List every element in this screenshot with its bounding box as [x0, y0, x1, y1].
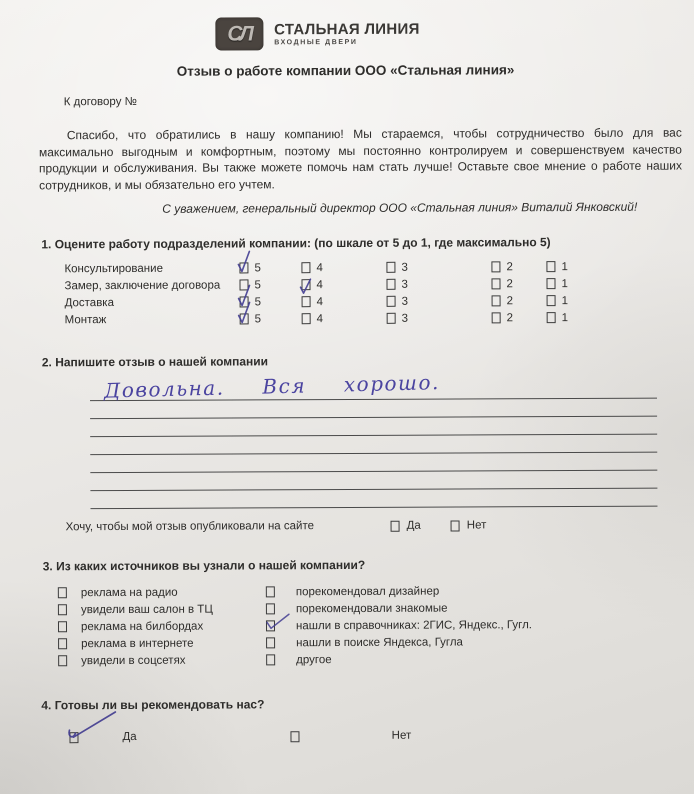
source-other-checkbox[interactable]	[266, 654, 275, 665]
logo-text	[274, 21, 420, 46]
checkbox-delivery-2[interactable]	[492, 295, 501, 306]
checkbox-consulting-1[interactable]	[546, 261, 555, 272]
scale-number: 4	[316, 278, 323, 291]
checkbox-consulting-3[interactable]	[386, 262, 395, 273]
rating-row-label: Монтаж	[64, 313, 107, 326]
checkbox-consulting-4[interactable]	[301, 262, 310, 273]
logo-monogram: СЛ	[227, 21, 251, 46]
recommend-yes-label: Да	[122, 730, 137, 743]
scale-number: 1	[561, 277, 568, 290]
source-social-media-checkbox[interactable]	[58, 655, 67, 666]
form-title: Отзыв о работе компании ООО «Стальная линия»	[176, 62, 515, 79]
source-option-label: другое	[296, 653, 332, 666]
scale-number: 5	[254, 278, 261, 291]
source-option-label: реклама в интернете	[81, 637, 194, 650]
source-internet-ads-checkbox[interactable]	[58, 638, 67, 649]
source-option-label: порекомендовал дизайнер	[295, 585, 440, 598]
checkbox-delivery-1[interactable]	[547, 295, 556, 306]
source-option-label: реклама на билбордах	[80, 620, 204, 633]
checkbox-consulting-5[interactable]	[239, 262, 248, 273]
scale-number: 3	[401, 278, 408, 291]
contract-number-label: К договору №	[63, 95, 138, 109]
section4-heading: 4. Готовы ли вы рекомендовать нас?	[41, 697, 265, 713]
source-billboards-checkbox[interactable]	[58, 621, 67, 632]
ruled-line	[90, 489, 657, 509]
scale-number: 4	[316, 295, 324, 308]
source-mall-salon-checkbox[interactable]	[58, 604, 67, 615]
scale-number: 3	[401, 295, 409, 308]
recommend-answer-row	[69, 724, 694, 747]
director-signature-line: С уважением, генеральный директор ООО «Стальная линия» Виталий Янковский!	[162, 199, 638, 216]
source-option-label: порекомендовали знакомые	[295, 602, 448, 615]
checkbox-delivery-5[interactable]	[240, 296, 249, 307]
scale-number: 5	[254, 312, 262, 325]
rating-row-label: Замер, заключение договора	[64, 279, 221, 292]
recommend-yes-checkbox[interactable]	[69, 732, 78, 743]
handwritten-review: Довольна. Вся хорошо.	[103, 370, 441, 403]
checkbox-installation-4[interactable]	[302, 313, 311, 324]
rating-row-label: Консультирование	[64, 262, 163, 275]
checkbox-measuring-2[interactable]	[491, 278, 500, 289]
scale-number: 1	[561, 294, 569, 307]
rating-row-installation	[65, 308, 694, 328]
section1-heading: 1. Оцените работу подразделений компании: (по шкале от 5 до 1, где максимально 5)	[41, 235, 551, 252]
publish-no-checkbox[interactable]	[451, 520, 460, 531]
checkbox-delivery-4[interactable]	[302, 296, 311, 307]
source-friends-checkbox[interactable]	[266, 603, 275, 614]
source-option-label: увидели в соцсетях	[81, 654, 186, 667]
company-tagline: ВХОДНЫЕ ДВЕРИ	[274, 38, 358, 46]
scale-number: 2	[506, 277, 513, 290]
ratings-table	[64, 257, 693, 328]
scale-number: 3	[401, 261, 408, 274]
checkbox-installation-2[interactable]	[492, 312, 501, 323]
section2-heading: 2. Напишите отзыв о нашей компании	[41, 354, 269, 370]
scale-number: 3	[401, 312, 409, 325]
scale-number: 4	[316, 312, 324, 325]
checkbox-installation-1[interactable]	[547, 312, 556, 323]
source-search-checkbox[interactable]	[266, 637, 275, 648]
company-name: СТАЛЬНАЯ ЛИНИЯ	[274, 20, 420, 38]
sources-checklist	[58, 581, 694, 669]
checkbox-measuring-3[interactable]	[386, 279, 395, 290]
publish-yes-checkbox[interactable]	[391, 520, 400, 531]
recommend-no-label: Нет	[391, 729, 412, 742]
publish-no-label: Нет	[466, 519, 487, 532]
scale-number: 2	[506, 311, 514, 324]
recommend-no-checkbox[interactable]	[291, 731, 300, 742]
publish-consent-label: Хочу, чтобы мой отзыв опубликовали на сайте	[65, 520, 315, 534]
intro-paragraph: Спасибо, что обратились в нашу компанию! Мы стараемся, чтобы сотрудничество было для вас максимально выгодным и комфортным, поэтому мы постоянно контролируем и совершенствуем качество продукции и обслуживания. Вы также можете помочь нам стать лучше! Оставьте свое мнение о работе наших сотрудников, и мы обязательно его учтем.	[38, 125, 683, 192]
scale-number: 1	[561, 311, 569, 324]
source-option-label: реклама на радио	[80, 586, 178, 599]
checkbox-installation-3[interactable]	[387, 313, 396, 324]
scale-number: 5	[254, 261, 261, 274]
checkbox-delivery-3[interactable]	[387, 296, 396, 307]
source-directories-checkbox[interactable]	[266, 620, 275, 631]
source-designer-checkbox[interactable]	[266, 586, 275, 597]
section3-heading: 3. Из каких источников вы узнали о нашей компании?	[42, 557, 366, 574]
scale-number: 4	[316, 261, 323, 274]
source-radio-checkbox[interactable]	[58, 587, 67, 598]
source-option-label: нашли в поиске Яндекса, Гугла	[296, 635, 463, 649]
source-option-label: увидели ваш салон в ТЦ	[80, 603, 213, 616]
checkbox-measuring-4[interactable]	[301, 279, 310, 290]
checkbox-measuring-5[interactable]	[239, 279, 248, 290]
review-write-area[interactable]	[90, 369, 658, 509]
source-option-label: нашли в справочниках: 2ГИС, Яндекс., Гугл.	[295, 618, 533, 632]
checkbox-installation-5[interactable]	[240, 313, 249, 324]
checkbox-measuring-1[interactable]	[546, 278, 555, 289]
company-header	[0, 0, 664, 52]
company-logo-icon	[215, 17, 263, 50]
scale-number: 2	[506, 260, 513, 273]
scale-number: 2	[506, 294, 514, 307]
scale-number: 1	[561, 260, 568, 273]
checkbox-consulting-2[interactable]	[491, 261, 500, 272]
publish-consent-row	[66, 518, 694, 533]
scale-number: 5	[254, 295, 262, 308]
publish-yes-label: Да	[406, 519, 421, 532]
rating-row-label: Доставка	[64, 296, 115, 309]
